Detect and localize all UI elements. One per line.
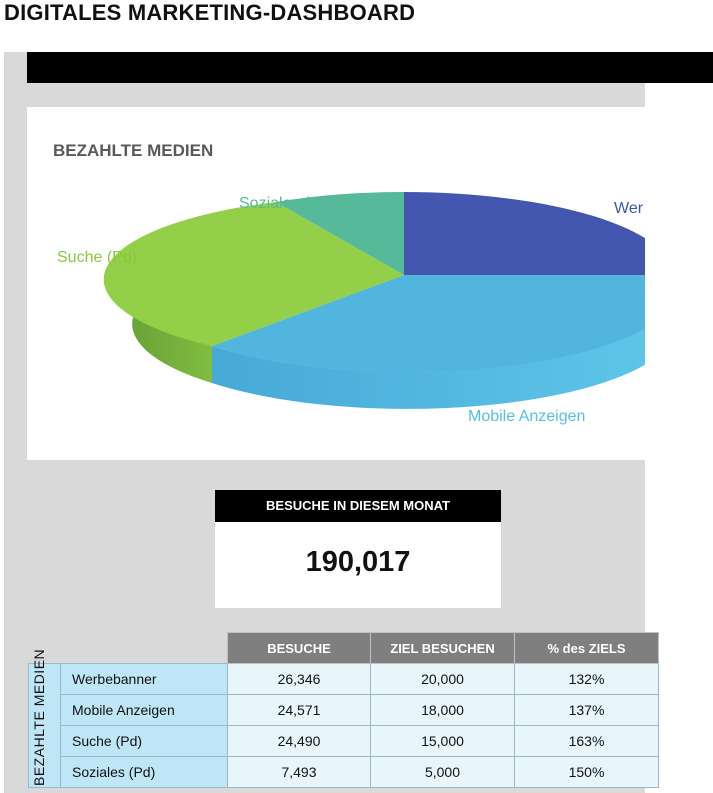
label-werbebanner: Wer (614, 200, 644, 217)
cell-visits: 26,346 (228, 664, 371, 695)
cell-visits: 24,490 (228, 726, 371, 757)
visits-this-month-card (215, 490, 501, 608)
table-row (29, 757, 659, 788)
cell-pct: 132% (515, 664, 659, 695)
paid-media-table (28, 632, 659, 788)
table-header-row (29, 633, 659, 664)
cell-pct: 137% (515, 695, 659, 726)
visits-label: BESUCHE IN DIESEM MONAT (215, 490, 501, 522)
label-soziales: Soziales (Pd) (239, 195, 335, 212)
header-goal: ZIEL BESUCHEN (371, 633, 515, 664)
label-suche: Suche (Pd) (57, 249, 138, 266)
side-label: BEZAHLTE MEDIEN (31, 648, 47, 786)
paid-media-chart-card (27, 107, 645, 460)
cell-pct: 163% (515, 726, 659, 757)
cell-goal: 15,000 (371, 726, 515, 757)
cell-visits: 7,493 (228, 757, 371, 788)
pie-chart (27, 107, 645, 460)
pie-slice-werbebanner (404, 192, 645, 275)
row-label: Soziales (Pd) (61, 757, 228, 788)
header-pct: % des ZIELS (515, 633, 659, 664)
header-bar (27, 52, 713, 83)
row-label: Mobile Anzeigen (61, 695, 228, 726)
cell-visits: 24,571 (228, 695, 371, 726)
table-row (29, 695, 659, 726)
label-mobile: Mobile Anzeigen (468, 408, 586, 425)
row-label: Werbebanner (61, 664, 228, 695)
header-visits: BESUCHE (228, 633, 371, 664)
side-label-cell (29, 648, 61, 788)
cell-goal: 18,000 (371, 695, 515, 726)
visits-value: 190,017 (305, 546, 411, 578)
table-row (29, 664, 659, 695)
row-label: Suche (Pd) (61, 726, 228, 757)
cell-pct: 150% (515, 757, 659, 788)
page-title: DIGITALES MARKETING-DASHBOARD (4, 0, 416, 25)
cell-goal: 5,000 (371, 757, 515, 788)
chart-title: BEZAHLTE MEDIEN (53, 141, 214, 160)
cell-goal: 20,000 (371, 664, 515, 695)
table-row (29, 726, 659, 757)
